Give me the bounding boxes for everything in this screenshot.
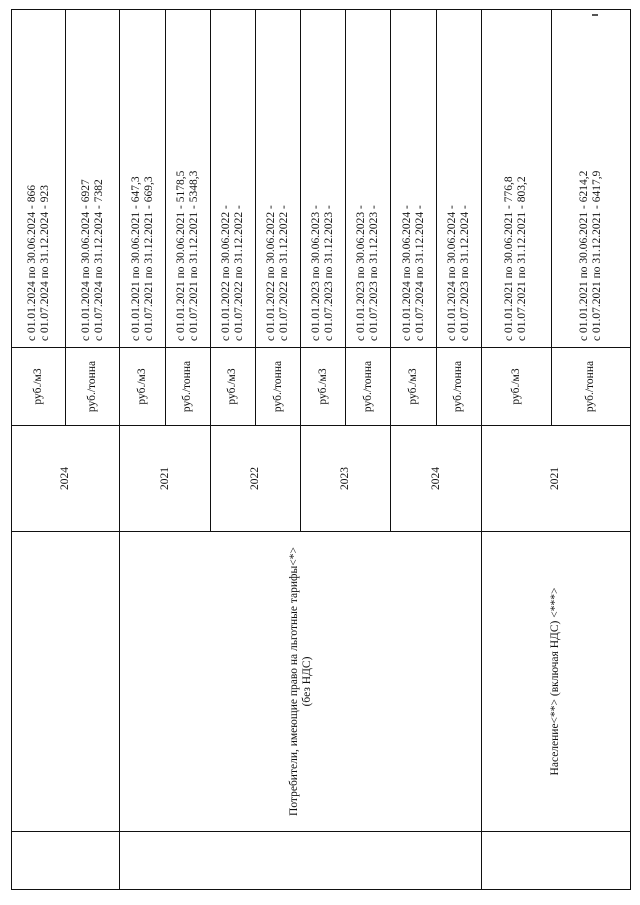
value-line: с 01.01.2021 по 30.06.2021 - 5178,5 bbox=[174, 170, 187, 341]
year-cell: 2022 bbox=[210, 426, 300, 532]
value-line: с 01.07.2022 по 31.12.2022 - bbox=[278, 205, 291, 341]
year-cell: 2021 bbox=[481, 426, 630, 532]
empty-cell bbox=[12, 832, 120, 890]
value-cell bbox=[255, 10, 300, 348]
empty-cell bbox=[481, 832, 630, 890]
value-line: с 01.01.2023 по 30.06.2023 - bbox=[310, 205, 323, 341]
unit-cell: руб./м3 bbox=[301, 348, 346, 426]
value-line: с 01.01.2024 по 30.06.2024 - bbox=[400, 205, 413, 341]
value-cell bbox=[436, 10, 481, 348]
value-cell bbox=[120, 10, 165, 348]
value-line: с 01.01.2024 по 30.06.2024 - bbox=[445, 205, 458, 341]
unit-cell: руб./тонна bbox=[165, 348, 210, 426]
value-cell bbox=[391, 10, 436, 348]
unit-cell: руб./тонна bbox=[255, 348, 300, 426]
rotated-document bbox=[11, 10, 631, 890]
category-cell bbox=[12, 532, 120, 832]
value-line: с 01.07.2023 по 31.12.2023 - bbox=[323, 205, 336, 341]
unit-cell: руб./тонна bbox=[66, 348, 120, 426]
value-line: с 01.07.2022 по 31.12.2022 - bbox=[232, 205, 245, 341]
unit-cell: руб./м3 bbox=[481, 348, 551, 426]
value-cell bbox=[210, 10, 255, 348]
value-line: с 01.07.2021 по 31.12.2021 - 803,2 bbox=[516, 176, 529, 341]
value-line: с 01.01.2022 по 30.06.2022 - bbox=[265, 205, 278, 341]
value-cell bbox=[12, 10, 66, 348]
value-line: с 01.07.2024 по 31.12.2024 - bbox=[413, 205, 426, 341]
unit-cell: руб./м3 bbox=[12, 348, 66, 426]
value-cell bbox=[551, 10, 630, 348]
value-cell bbox=[165, 10, 210, 348]
value-cell bbox=[481, 10, 551, 348]
unit-cell: руб./м3 bbox=[120, 348, 165, 426]
category-cell: Потребители, имеющие право на льготные тарифы<*> (без НДС) bbox=[120, 532, 481, 832]
year-cell: 2023 bbox=[301, 426, 391, 532]
value-line: с 01.07.2023 по 31.12.2023 - bbox=[368, 205, 381, 341]
value-line: с 01.01.2024 по 30.06.2024 - 866 bbox=[25, 185, 38, 341]
value-line: с 01.01.2021 по 30.06.2021 - 776,8 bbox=[503, 176, 516, 341]
value-line: с 01.01.2022 по 30.06.2022 - bbox=[219, 205, 232, 341]
unit-cell: руб./тонна bbox=[346, 348, 391, 426]
unit-cell: руб./тонна bbox=[436, 348, 481, 426]
value-line: с 01.07.2021 по 31.12.2021 - 5348,3 bbox=[187, 170, 200, 341]
table-row bbox=[481, 10, 551, 890]
value-line: с 01.01.2023 по 30.06.2023 - bbox=[355, 205, 368, 341]
value-line: с 01.07.2023 по 31.12.2024 - bbox=[458, 205, 471, 341]
table-row bbox=[120, 10, 165, 890]
value-cell bbox=[66, 10, 120, 348]
year-cell: 2021 bbox=[120, 426, 210, 532]
unit-cell: руб./м3 bbox=[391, 348, 436, 426]
year-cell: 2024 bbox=[12, 426, 120, 532]
tariff-table bbox=[11, 9, 631, 890]
value-line: с 01.07.2024 по 31.12.2024 - 7382 bbox=[92, 179, 105, 341]
value-cell bbox=[346, 10, 391, 348]
year-cell: 2024 bbox=[391, 426, 481, 532]
value-line: с 01.07.2021 по 31.12.2021 - 6417,9 bbox=[590, 170, 603, 341]
table-row bbox=[12, 10, 66, 890]
category-cell: Население<**> (включая НДС) <***> bbox=[481, 532, 630, 832]
unit-cell: руб./м3 bbox=[210, 348, 255, 426]
value-line: с 01.01.2021 по 30.06.2021 - 647,3 bbox=[129, 176, 142, 341]
value-cell bbox=[301, 10, 346, 348]
value-line: с 01.01.2021 по 30.06.2021 - 6214,2 bbox=[577, 170, 590, 341]
empty-cell bbox=[120, 832, 481, 890]
unit-cell: руб./тонна bbox=[551, 348, 630, 426]
value-line: с 01.07.2024 по 31.12.2024 - 923 bbox=[38, 185, 51, 341]
value-line: с 01.01.2024 по 30.06.2024 - 6927 bbox=[79, 179, 92, 341]
value-line: с 01.07.2021 по 31.12.2021 - 669,3 bbox=[142, 176, 155, 341]
